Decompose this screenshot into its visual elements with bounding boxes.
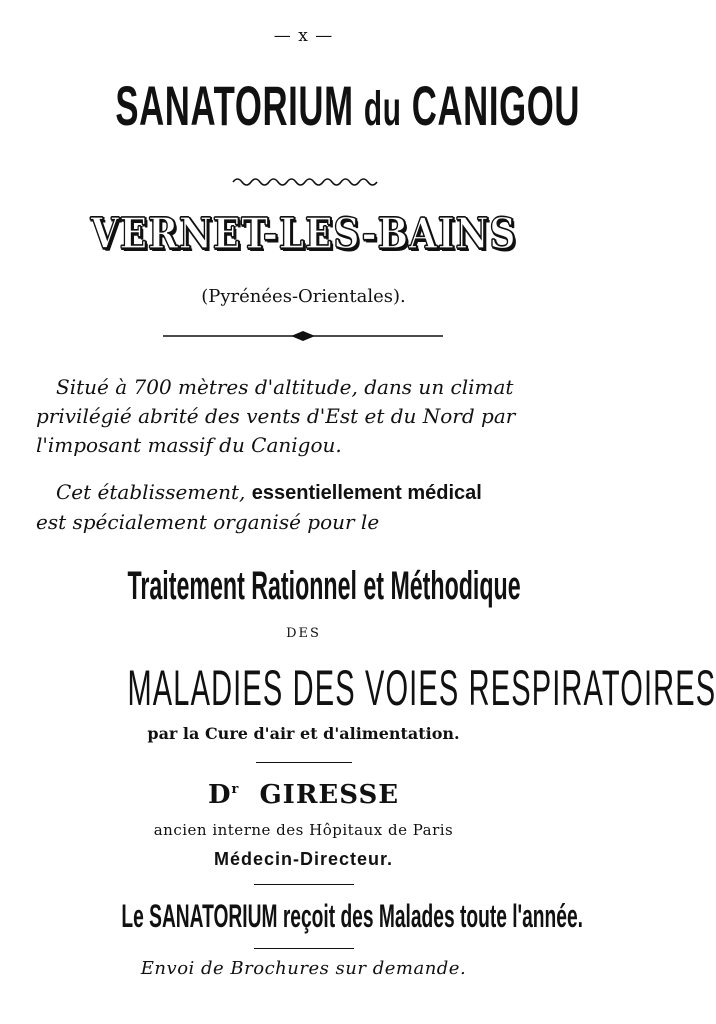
intro-line-1: Situé à 700 mètres d'altitude, dans un climat: [56, 375, 514, 399]
short-rule-2: [254, 884, 354, 885]
intro-line-2: privilégié abrité des vents d'Est et du Nord par: [36, 404, 516, 428]
diamond-divider: [163, 328, 443, 344]
doctor-surname: GIRESSE: [259, 780, 400, 810]
brochure-notice: Envoi de Brochures sur demande.: [140, 958, 467, 979]
wavy-ornament: [233, 176, 377, 188]
cure-subtitle: par la Cure d'air et d'alimentation.: [147, 724, 460, 743]
intro-line-3: l'imposant massif du Canigou.: [36, 433, 342, 457]
doctor-former-role: ancien interne des Hôpitaux de Paris: [153, 821, 454, 839]
title-canigou: CANIGOU: [411, 74, 581, 137]
establishment-text: Cet établissement,: [56, 480, 246, 504]
des-label: DES: [286, 626, 321, 641]
region-subtitle: (Pyrénées-Orientales).: [201, 286, 406, 307]
title-sanatorium: SANATORIUM: [115, 74, 354, 137]
main-title: [115, 72, 581, 144]
establishment-paragraph: [36, 478, 576, 537]
doctor-role: Médecin-Directeur.: [213, 849, 394, 869]
intro-paragraph: [36, 373, 576, 460]
admission-notice: Le SANATORIUM reçoit des Malades toute l'année.: [121, 898, 583, 934]
location-title: VERNET-LES-BAINS: [90, 209, 517, 258]
short-rule-3: [254, 948, 354, 949]
establishment-line-1: [36, 478, 576, 508]
title-du: du: [363, 83, 402, 136]
establishment-line-2: est spécialement organisé pour le: [36, 510, 380, 534]
doctor-name: [0, 780, 607, 810]
page-marker: — x —: [273, 26, 334, 46]
doctor-prefix: D: [207, 780, 232, 810]
short-rule-1: [256, 762, 352, 763]
diseases-heading: MALADIES DES VOIES RESPIRATOIRES: [127, 660, 716, 716]
doctor-prefix-sup: r: [231, 782, 240, 797]
medical-emphasis: essentiellement médical: [251, 482, 482, 504]
treatment-heading: Traitement Rationnel et Méthodique: [127, 564, 521, 608]
